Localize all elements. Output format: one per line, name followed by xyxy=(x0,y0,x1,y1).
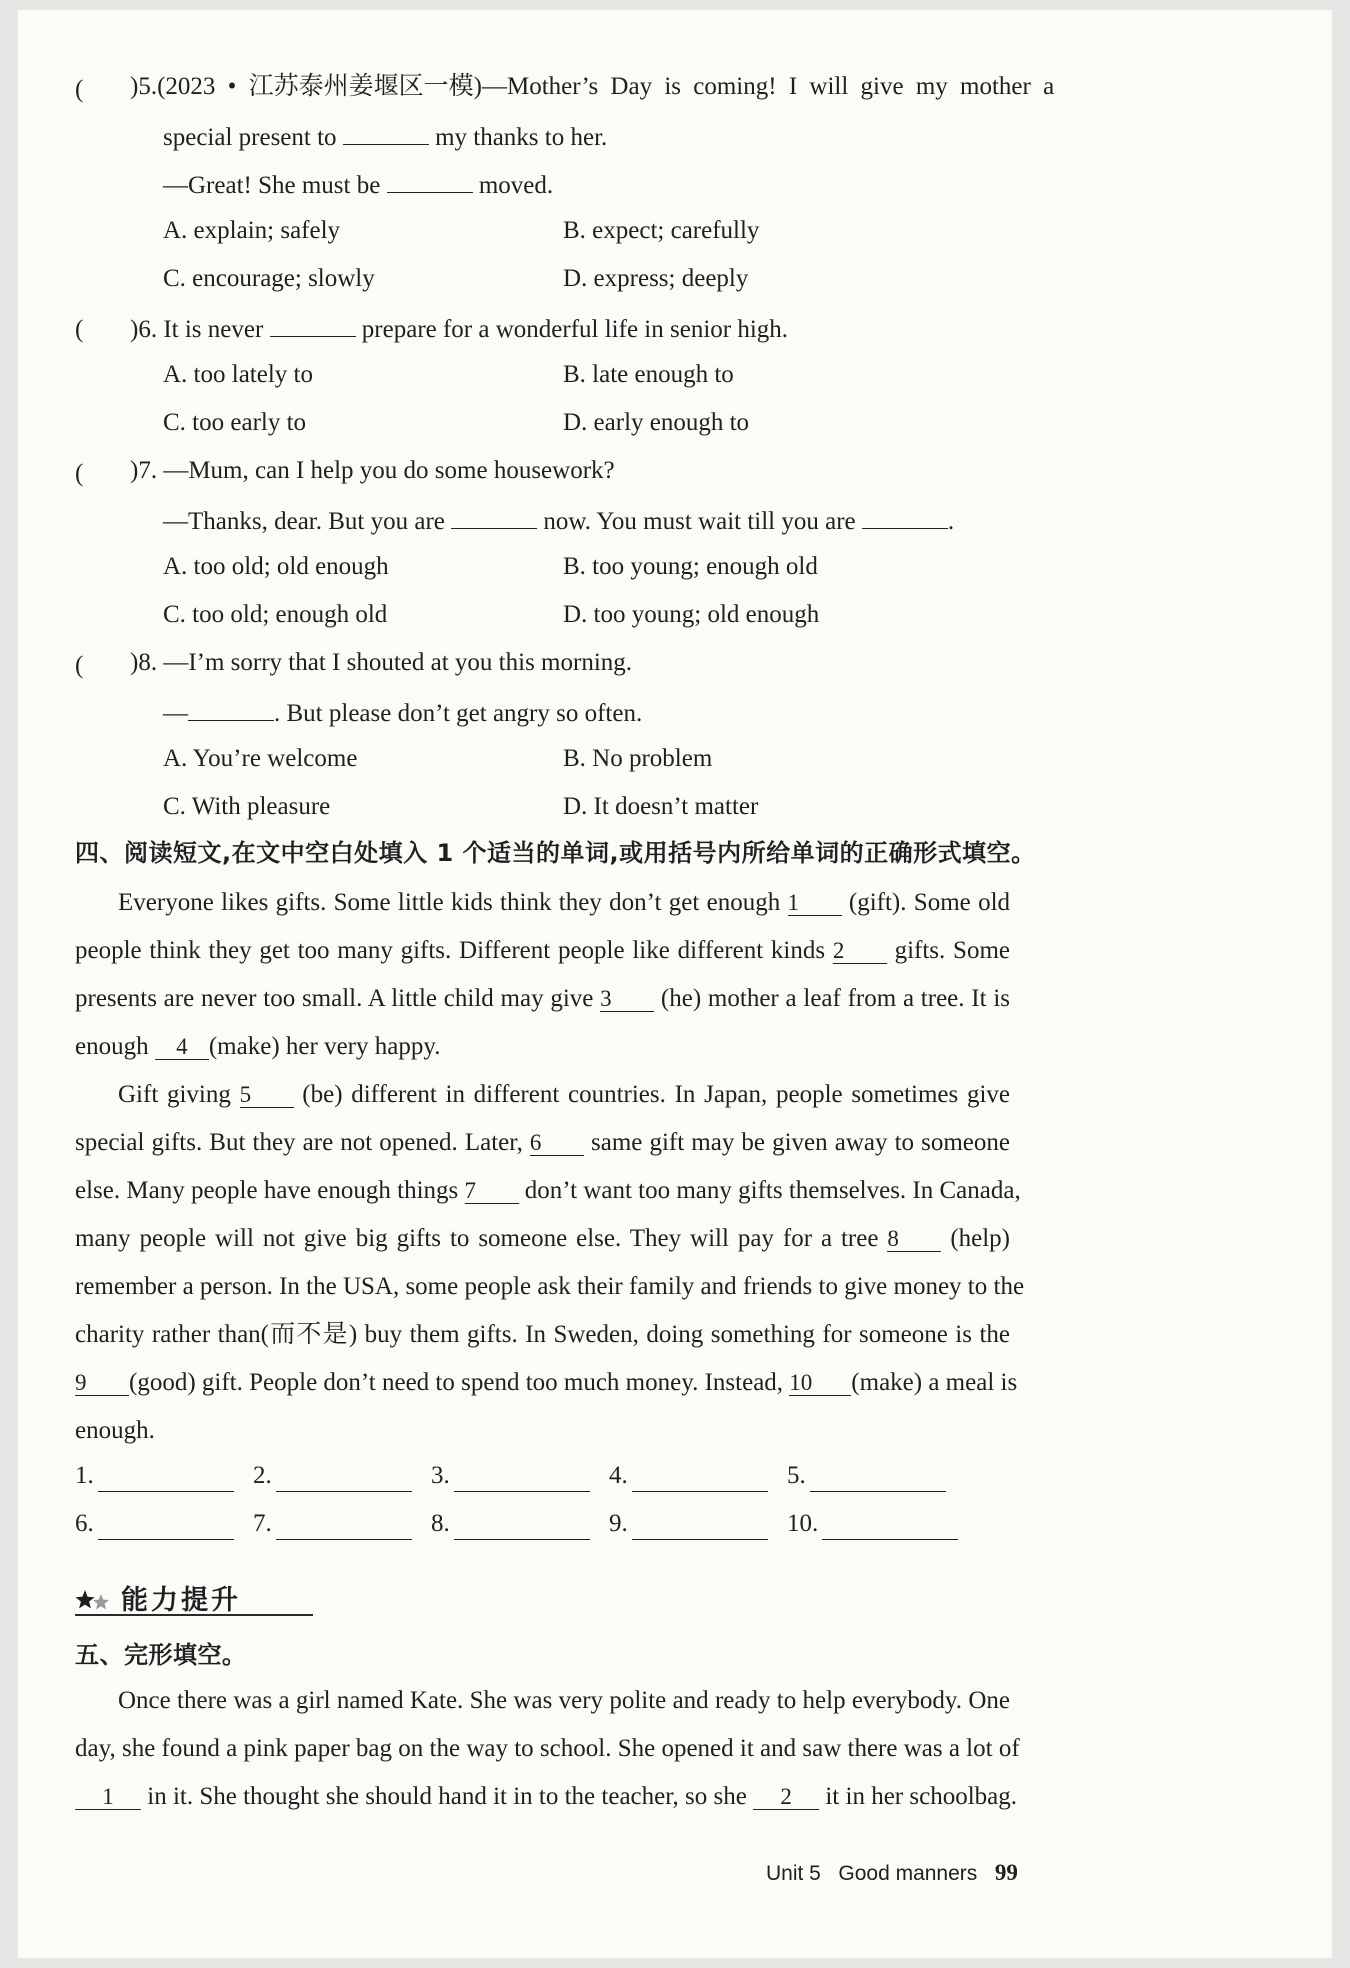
answer-label: 5. xyxy=(787,1462,806,1489)
cloze-line: day, she found a pink paper bag on the way to school. She opened it and saw there was a lot of xyxy=(75,1735,1020,1762)
q6-blank[interactable] xyxy=(270,312,356,337)
q6-option-b: B. late enough to xyxy=(563,361,734,388)
q5-line3: —Great! She must be moved. xyxy=(163,168,553,201)
q7-blank-1[interactable] xyxy=(451,504,537,529)
passage-line: many people will not give big gifts to someone else. They will pay for a tree 8 (help) xyxy=(75,1225,1011,1252)
answer-line-3[interactable] xyxy=(454,1490,590,1492)
passage-blank-4[interactable]: 4 xyxy=(155,1035,209,1060)
answer-line-5[interactable] xyxy=(810,1490,946,1492)
answer-label: 10. xyxy=(787,1510,819,1537)
page-footer xyxy=(766,1860,1018,1886)
answer-line-1[interactable] xyxy=(98,1490,234,1492)
passage-line: charity rather than(而不是) buy them gifts. In Sweden, doing something for someone is the xyxy=(75,1321,1010,1348)
answer-line-10[interactable] xyxy=(822,1538,958,1540)
passage-blank-3[interactable]: 3 xyxy=(600,987,654,1012)
answer-label: 4. xyxy=(609,1462,628,1489)
q8-option-c: C. With pleasure xyxy=(163,793,331,820)
passage-line: Gift giving 5 (be) different in different countries. In Japan, people sometimes give xyxy=(118,1081,1010,1108)
passage-blank-6[interactable]: 6 xyxy=(530,1131,584,1156)
q5-line2: special present to my thanks to her. xyxy=(163,120,607,153)
passage-blank-10[interactable]: 10 xyxy=(789,1371,851,1396)
ability-badge xyxy=(75,1576,315,1618)
answer-label: 8. xyxy=(431,1510,450,1537)
q7-line2: —Thanks, dear. But you are now. You must wait till you are . xyxy=(163,504,954,537)
section-4-heading: 四、阅读短文,在文中空白处填入 1 个适当的单词,或用括号内所给单词的正确形式填空。 xyxy=(75,839,1036,867)
q7-blank-2[interactable] xyxy=(862,504,948,529)
answer-label: 2. xyxy=(253,1462,272,1489)
q5-option-d: D. express; deeply xyxy=(563,265,749,292)
q8-line2: — . But please don’t get angry so often. xyxy=(163,696,642,729)
footer-title: Good manners xyxy=(838,1862,978,1885)
q6-option-d: D. early enough to xyxy=(563,409,750,436)
page-number: 99 xyxy=(994,1860,1018,1885)
passage-blank-2[interactable]: 2 xyxy=(833,939,887,964)
q5-stem: )5.(2023 • 江苏泰州姜堰区一模)—Mother’s Day is coming! I will give my mother a xyxy=(130,73,1055,100)
answer-label: 1. xyxy=(75,1462,94,1489)
answer-line-4[interactable] xyxy=(632,1490,768,1492)
q5-blank-2[interactable] xyxy=(387,168,473,193)
q7-option-a: A. too old; old enough xyxy=(163,553,389,580)
answer-paren: ( xyxy=(75,460,84,487)
q8-option-d: D. It doesn’t matter xyxy=(563,793,759,820)
q7-stem: )7. —Mum, can I help you do some housework? xyxy=(130,457,615,484)
cloze-blank-2[interactable]: 2 xyxy=(753,1785,819,1810)
q6-option-c: C. too early to xyxy=(163,409,307,436)
section-5-heading: 五、完形填空。 xyxy=(75,1641,247,1669)
answer-label: 6. xyxy=(75,1510,94,1537)
answer-line-8[interactable] xyxy=(454,1538,590,1540)
passage-line: presents are never too small. A little child may give 3 (he) mother a leaf from a tree. It is xyxy=(75,985,1010,1012)
cloze-blank-1[interactable]: 1 xyxy=(75,1785,141,1810)
q6-stem: )6. It is never prepare for a wonderful life in senior high. xyxy=(130,312,788,345)
answer-line-9[interactable] xyxy=(632,1538,768,1540)
passage-line: else. Many people have enough things 7 don’t want too many gifts themselves. In Canada, xyxy=(75,1177,1021,1204)
worksheet-page xyxy=(18,10,1332,1958)
q5-blank-1[interactable] xyxy=(343,120,429,145)
passage-line: people think they get too many gifts. Different people like different kinds 2 gifts. Some xyxy=(75,937,1010,964)
q7-option-c: C. too old; enough old xyxy=(163,601,388,628)
passage-line: special gifts. But they are not opened. Later, 6 same gift may be given away to someone xyxy=(75,1129,1010,1156)
q8-option-b: B. No problem xyxy=(563,745,713,772)
answer-paren: ( xyxy=(75,76,84,103)
badge-underline xyxy=(75,1614,313,1616)
passage-blank-9[interactable]: 9 xyxy=(75,1371,129,1396)
passage-blank-5[interactable]: 5 xyxy=(240,1083,294,1108)
q5-option-a: A. explain; safely xyxy=(163,217,341,244)
cloze-line: Once there was a girl named Kate. She was very polite and ready to help everybody. One xyxy=(118,1687,1010,1714)
answer-label: 9. xyxy=(609,1510,628,1537)
answer-line-2[interactable] xyxy=(276,1490,412,1492)
footer-unit: Unit 5 xyxy=(766,1862,821,1885)
answer-line-6[interactable] xyxy=(98,1538,234,1540)
passage-blank-8[interactable]: 8 xyxy=(887,1227,941,1252)
q6-option-a: A. too lately to xyxy=(163,361,313,388)
q5-option-b: B. expect; carefully xyxy=(563,217,760,244)
cloze-line: 1 in it. She thought she should hand it in to the teacher, so she 2 it in her schoolbag. xyxy=(75,1782,1017,1812)
q8-option-a: A. You’re welcome xyxy=(163,745,358,772)
passage-line: 9 (good) gift. People don’t need to spend too much money. Instead, 10 (make) a meal is xyxy=(75,1369,1018,1396)
answer-line-7[interactable] xyxy=(276,1538,412,1540)
passage-line: enough. xyxy=(75,1417,155,1444)
passage-line: Everyone likes gifts. Some little kids think they don’t get enough 1 (gift). Some old xyxy=(118,889,1011,916)
answer-label: 3. xyxy=(431,1462,450,1489)
q5-option-c: C. encourage; slowly xyxy=(163,265,375,292)
passage-blank-1[interactable]: 1 xyxy=(788,891,842,916)
q8-stem: )8. —I’m sorry that I shouted at you this morning. xyxy=(130,649,633,676)
passage-blank-7[interactable]: 7 xyxy=(465,1179,519,1204)
ability-title: 能力提升 xyxy=(121,1585,241,1616)
q8-blank[interactable] xyxy=(188,696,274,721)
passage-line: remember a person. In the USA, some people ask their family and friends to give money to the xyxy=(75,1273,1025,1300)
passage-line: enough 4 (make) her very happy. xyxy=(75,1033,441,1060)
answer-paren: ( xyxy=(75,652,84,679)
answer-label: 7. xyxy=(253,1510,272,1537)
answer-paren: ( xyxy=(75,316,84,343)
q7-option-d: D. too young; old enough xyxy=(563,601,820,628)
q7-option-b: B. too young; enough old xyxy=(563,553,818,580)
